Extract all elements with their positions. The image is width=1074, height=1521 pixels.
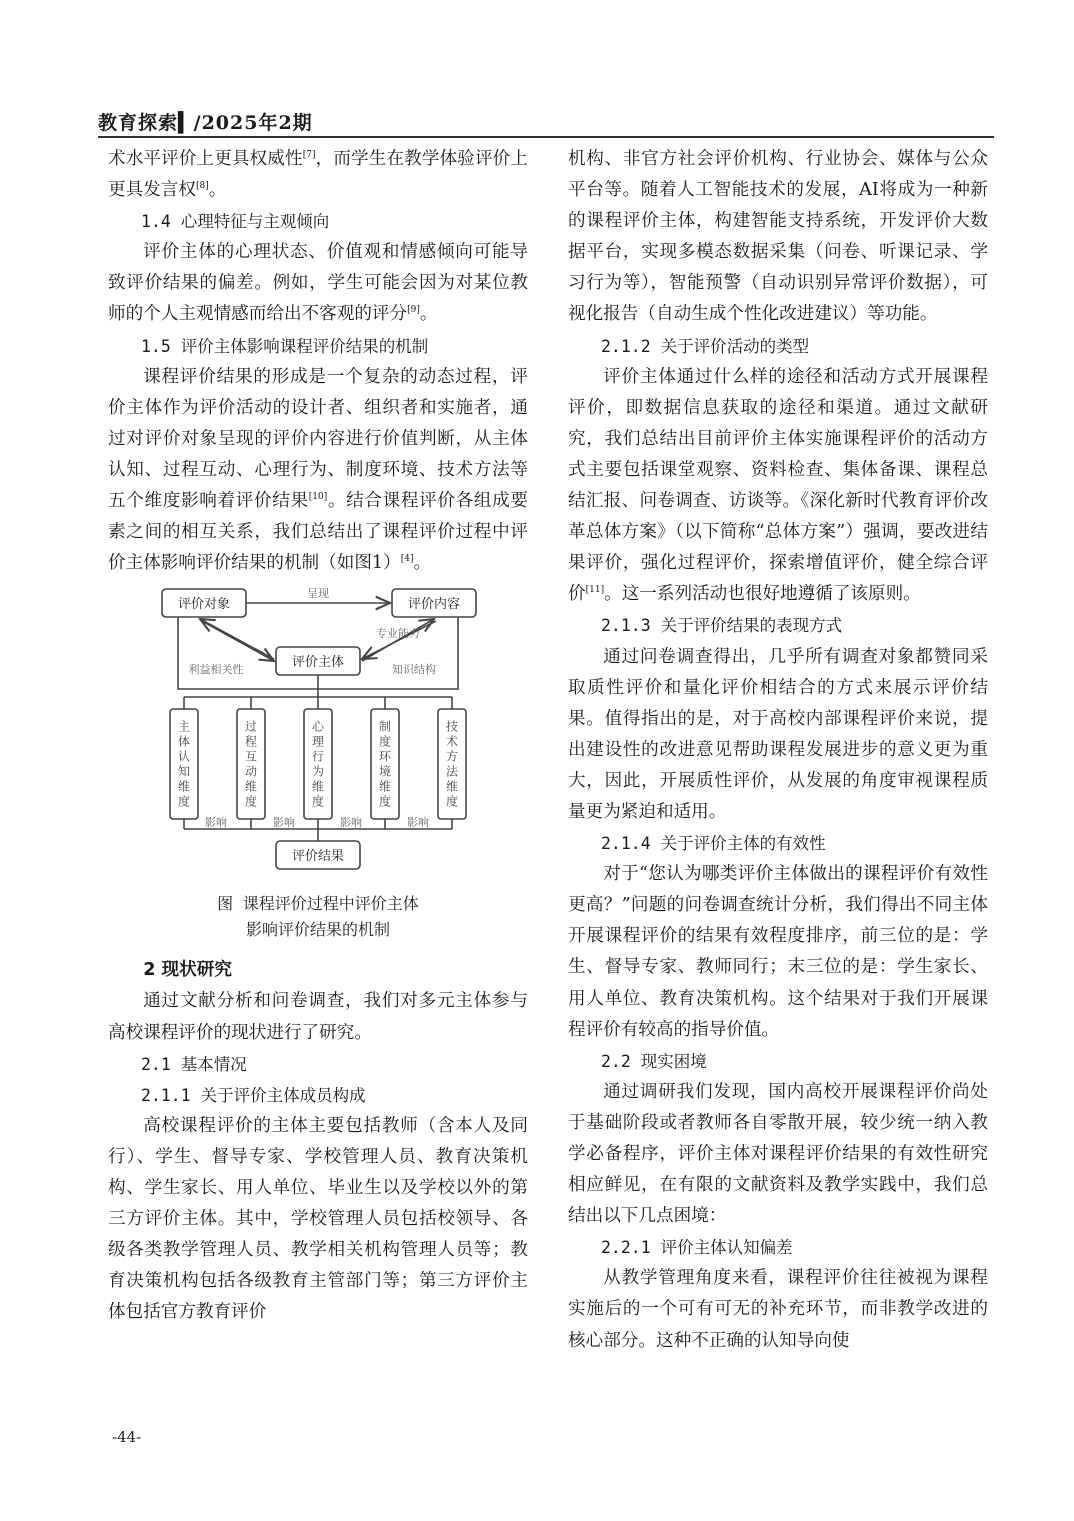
- paragraph: 评价主体通过什么样的途径和活动方式开展课程评价，即数据信息获取的途径和渠道。通过文献研究，我们总结出目前评价主体实施课程评价的活动方式主要包括课堂观察、资料检查、集体备课、课程总结汇报、问卷调查、访谈等。《深化新时代教育评价改革总体方案》（以下简称“总体方案”）强调，要改进结果评价，强化过程评价，探索增值评价，健全综合评价[11]。这一系列活动也很好地遵循了该原则。: [568, 366, 988, 605]
- dimension-label: 制度环境维度: [378, 719, 392, 809]
- influence-label: 影响: [205, 816, 227, 830]
- object-label: 评价对象: [177, 597, 231, 613]
- paragraph: 通过问卷调查得出，几乎所有调查对象都赞同采取质性评价和量化评价相结合的方式来展示评价结果。值得指出的是，对于高校内部课程评价来说，提出建设性的改进意见帮助课程发展进步的意义更为重大，因此，开展质性评价，从发展的角度审视课程质量更为紧迫和适用。: [568, 646, 988, 822]
- section-heading: 2.1.3 关于评价结果的表现方式: [601, 616, 843, 636]
- journal-header: 教育探索▍/2025年2期: [98, 112, 313, 134]
- influence-label: 影响: [273, 816, 295, 830]
- paragraph: 对于“您认为哪类评价主体做出的课程评价有效性更高？”问题的问卷调查统计分析，我们得出不同主体开展课程评价的结果有效程度排序，前三位的是：学生、督导专家、教师同行；末三位的是：学生家长、用人单位、教育决策机构。这个结果对于我们开展课程评价有较高的指导价值。: [568, 864, 988, 1040]
- figure-caption: 图 课程评价过程中评价主体 影响评价结果的机制: [217, 894, 419, 940]
- section-heading: 2.1.2 关于评价活动的类型: [601, 336, 810, 356]
- interest-label: 利益相关性: [188, 663, 244, 677]
- paragraph: 高校课程评价的主体主要包括教师（含本人及同行）、学生、督导专家、学校管理人员、教育决策机构、学生家长、用人单位、毕业生以及学校以外的第三方评价主体。其中，学校管理人员包括校领导、各级各类教学管理人员、教学相关机构管理人员等；教育决策机构包括各级教育主管部门等；第三方评价主体包括官方教育评价: [108, 1115, 528, 1323]
- influence-label: 影响: [340, 816, 362, 830]
- paragraph: 术水平评价上更具权威性[7]，而学生在教学体验评价上更具发言权[8]。: [108, 149, 528, 201]
- section-heading: 2.1 基本情况: [141, 1054, 247, 1074]
- present-label: 呈现: [307, 587, 329, 601]
- dimension-label: 技术方法维度: [445, 719, 459, 809]
- paragraph: 从教学管理角度来看，课程评价往往被视为课程实施后的一个可有可无的补充环节，而非教学改进的核心部分。这种不正确的认知导向使: [568, 1268, 988, 1351]
- result-label: 评价结果: [291, 849, 345, 865]
- content-label: 评价内容: [407, 597, 461, 613]
- competence-label: 专业能力: [376, 627, 420, 641]
- subject-label: 评价主体: [291, 655, 345, 671]
- section-heading: 1.4 心理特征与主观倾向: [141, 212, 330, 232]
- section-heading: 2.1.1 关于评价主体成员构成: [141, 1085, 366, 1105]
- influence-label: 影响: [407, 816, 429, 830]
- section-heading: 2.1.4 关于评价主体的有效性: [601, 834, 826, 854]
- header-rule: [98, 136, 994, 138]
- knowledge-label: 知识结构: [392, 663, 436, 677]
- paragraph: 评价主体的心理状态、价值观和情感倾向可能导致评价结果的偏差。例如，学生可能会因为对某位教师的个人主观情感而给出不客观的评分[9]。: [108, 242, 528, 325]
- section-heading: 1.5 评价主体影响课程评价结果的机制: [141, 336, 429, 356]
- section-heading: 2 现状研究: [143, 960, 232, 981]
- mechanism-diagram: [108, 585, 528, 885]
- mechanism-figure: [108, 585, 528, 885]
- section-heading: 2.2 现实困境: [601, 1051, 707, 1071]
- paragraph: 机构、非官方社会评价机构、行业协会、媒体与公众平台等。随着人工智能技术的发展，AI将成为一种新的课程评价主体，构建智能支持系统，开发评价大数据平台，实现多模态数据采集（问卷、听课记录、学习行为等），智能预警（自动识别异常评价数据），可视化报告（自动生成个性化改进建议）等功能。: [568, 149, 988, 325]
- dimension-label: 心理行为维度: [311, 719, 325, 809]
- right-column: [568, 144, 988, 1357]
- paragraph: 通过文献分析和问卷调查，我们对多元主体参与高校课程评价的现状进行了研究。: [108, 991, 528, 1043]
- page-number: -44-: [112, 1428, 142, 1446]
- paragraph: 通过调研我们发现，国内高校开展课程评价尚处于基础阶段或者教师各自零散开展，较少统一纳入教学必备程序，评价主体对课程评价结果的有效性研究相应鲜见，在有限的文献资料及教学实践中，我们总结出以下几点困境：: [568, 1081, 988, 1227]
- dimension-label: 主体认知维度: [177, 719, 191, 809]
- paragraph: 课程评价结果的形成是一个复杂的动态过程，评价主体作为评价活动的设计者、组织者和实施者，通过对评价对象呈现的评价内容进行价值判断，从主体认知、过程互动、心理行为、制度环境、技术方法等五个维度影响着评价结果[10]。结合课程评价各组成要素之间的相互关系，我们总结出了课程评价过程中评价主体影响评价结果的机制（如图1）[4]。: [108, 366, 528, 574]
- dimension-label: 过程互动维度: [244, 719, 258, 809]
- left-column: [108, 144, 528, 1328]
- section-heading: 2.2.1 评价主体认知偏差: [601, 1238, 793, 1258]
